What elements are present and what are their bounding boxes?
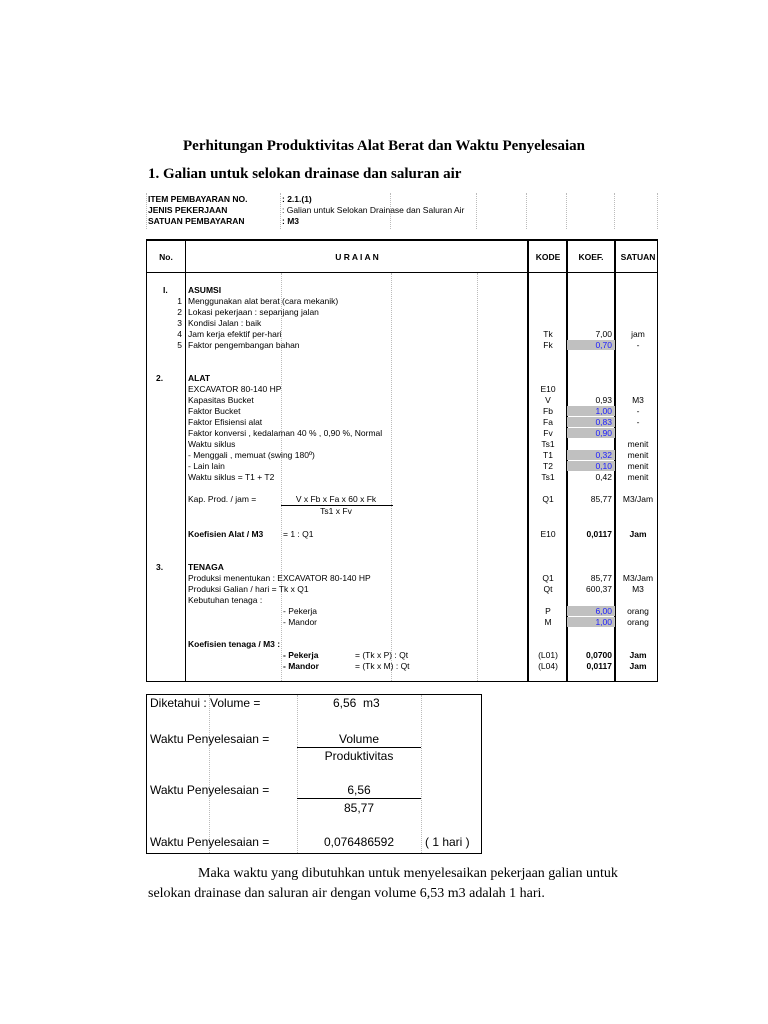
produksi2-koef: 600,37 [586, 584, 612, 594]
main-table [146, 239, 658, 682]
koef-alat-label: Koefisien Alat / M3 [188, 529, 264, 539]
alat-text2: Faktor Bucket [188, 406, 241, 416]
alat-sat5: menit [627, 439, 649, 449]
koef-mandor-koef: 0,0117 [586, 661, 612, 671]
kapprod-koef: 85,77 [590, 494, 612, 504]
alat-koef8: 0,42 [595, 472, 612, 482]
koef-pekerja-label: - Pekerja [283, 650, 319, 660]
pekerja-sat: orang [627, 606, 649, 616]
info-value-satuan: : M3 [282, 216, 299, 226]
asumsi-n4: 4 [177, 329, 182, 339]
asumsi-text3: Kondisi Jalan : baik [188, 318, 262, 328]
produksi2-kode: Qt [543, 584, 553, 594]
koef-alat-kode: E10 [540, 529, 556, 539]
mandor-kode: M [544, 617, 552, 627]
kapprod-denominator: Ts1 x Fv [320, 506, 352, 516]
asumsi-n2: 2 [177, 307, 182, 317]
produksi2-text: Produksi Galian / hari = Tk x Q1 [188, 584, 309, 594]
koef-tenaga-label: Koefisien tenaga / M3 : [188, 639, 281, 649]
calculation-box [146, 694, 482, 854]
info-table [146, 193, 658, 229]
alat-sat3: - [636, 417, 640, 427]
fraction-line-2 [297, 798, 421, 799]
alat-kode3: Fa [543, 417, 553, 427]
alat-kode2: Fb [543, 406, 553, 416]
denominator-value: 85,77 [343, 801, 375, 815]
produksi1-kode: Q1 [542, 573, 554, 583]
asumsi-koef5: 0,70 [567, 340, 615, 350]
mandor-text: - Mandor [283, 617, 318, 627]
alat-title: ALAT [188, 373, 211, 383]
produksi1-text: Produksi menentukan : EXCAVATOR 80-140 HP [188, 573, 371, 583]
mandor-koef: 1,00 [567, 617, 615, 627]
info-value-item: : 2.1.(1) [282, 194, 312, 204]
mandor-sat: orang [627, 617, 649, 627]
alat-text1: Kapasitas Bucket [188, 395, 254, 405]
alat-text6: - Menggali , memuat (swing 180º) [188, 450, 315, 460]
wp-label-2: Waktu Penyelesaian = [150, 783, 270, 797]
alat-kode6: T1 [543, 450, 553, 460]
alat-koef1: 0,93 [595, 395, 612, 405]
section-heading: 1. Galian untuk selokan drainase dan saluran air [148, 166, 462, 182]
alat-text0: EXCAVATOR 80-140 HP [188, 384, 282, 394]
kapprod-label: Kap. Prod. / jam = [188, 494, 257, 504]
koef-pekerja-koef: 0,0700 [586, 650, 612, 660]
info-label-jenis: JENIS PEKERJAAN [148, 205, 228, 215]
asumsi-n3: 3 [177, 318, 182, 328]
koef-alat-koef: 0,0117 [586, 529, 612, 539]
header-satuan: SATUAN [620, 252, 656, 262]
page-title: Perhitungan Produktivitas Alat Berat dan Waktu Penyelesaian [183, 138, 585, 154]
produksi1-koef: 85,77 [590, 573, 612, 583]
koef-alat-formula: = 1 : Q1 [283, 529, 314, 539]
alat-koef2: 1,00 [567, 406, 615, 416]
asumsi-text4: Jam kerja efektif per-hari [188, 329, 282, 339]
conclusion-paragraph: Maka waktu yang dibutuhkan untuk menyelesaikan pekerjaan galian untuk selokan drainase dan saluran air dengan volume 6,53 m3 adalah 1 hari. [148, 866, 618, 901]
alat-no: 2. [156, 373, 164, 383]
asumsi-text1: Menggunakan alat berat (cara mekanik) [188, 296, 339, 306]
pekerja-kode: P [545, 606, 551, 616]
asumsi-koef4: 7,00 [595, 329, 612, 339]
alat-sat6: menit [627, 450, 649, 460]
alat-kode1: V [545, 395, 551, 405]
koef-pekerja-kode: (L01) [538, 650, 558, 660]
produktivitas-word: Produktivitas [324, 749, 394, 763]
volume-unit: m3 [363, 696, 380, 710]
tenaga-no: 3. [156, 562, 164, 572]
asumsi-kode5: Fk [543, 340, 553, 350]
asumsi-text2: Lokasi pekerjaan : sepanjang jalan [188, 307, 319, 317]
header-kode: KODE [535, 252, 561, 262]
tenaga-title: TENAGA [188, 562, 224, 572]
alat-sat7: menit [627, 461, 649, 471]
asumsi-n1: 1 [177, 296, 182, 306]
volume-word: Volume [338, 732, 380, 746]
asumsi-title: ASUMSI [188, 285, 222, 295]
alat-koef3: 0,83 [567, 417, 615, 427]
alat-sat1: M3 [632, 395, 644, 405]
alat-kode4: Fv [543, 428, 553, 438]
alat-text7: - Lain lain [188, 461, 225, 471]
diketahui-label: Diketahui : Volume = [150, 696, 261, 710]
alat-kode7: T2 [543, 461, 553, 471]
header-koef: KOEF. [578, 252, 604, 262]
alat-koef7: 0,10 [567, 461, 615, 471]
alat-text3: Faktor Efisiensi alat [188, 417, 263, 427]
pekerja-koef: 6,00 [567, 606, 615, 616]
alat-kode5: Ts1 [541, 439, 555, 449]
koef-mandor-label: - Mandor [283, 661, 319, 671]
alat-kode8: Ts1 [541, 472, 555, 482]
fraction-line-1 [297, 747, 421, 748]
kapprod-sat: M3/Jam [622, 494, 654, 504]
info-label-item: ITEM PEMBAYARAN NO. [148, 194, 248, 204]
header-no: No. [159, 252, 173, 262]
koef-mandor-kode: (L04) [538, 661, 558, 671]
pekerja-text: - Pekerja [283, 606, 318, 616]
volume-value: 6,56 [333, 696, 357, 710]
asumsi-no: I. [163, 285, 168, 295]
wp-label-3: Waktu Penyelesaian = [150, 835, 270, 849]
alat-text4: Faktor konversi , kedalaman 40 % , 0,90 %, Normal [188, 428, 383, 438]
alat-text8: Waktu siklus = T1 + T2 [188, 472, 275, 482]
alat-kode0: E10 [540, 384, 556, 394]
header-uraian: U R A I A N [335, 252, 379, 262]
wp-label-1: Waktu Penyelesaian = [150, 732, 270, 746]
result-value: 0,076486592 [323, 835, 395, 849]
produksi2-sat: M3 [632, 584, 644, 594]
asumsi-sat5: - [636, 340, 640, 350]
koef-mandor-formula: = (Tk x M) : Qt [355, 661, 410, 671]
koef-pekerja-formula: = (Tk x P) : Qt [355, 650, 409, 660]
asumsi-n5: 5 [177, 340, 182, 350]
koef-mandor-sat: Jam [629, 661, 647, 671]
kapprod-numerator: V x Fb x Fa x 60 x Fk [295, 494, 377, 504]
result-note: ( 1 hari ) [425, 835, 470, 849]
info-label-satuan: SATUAN PEMBAYARAN [148, 216, 245, 226]
produksi1-sat: M3/Jam [622, 573, 654, 583]
asumsi-text5: Faktor pengembangan bahan [188, 340, 300, 350]
alat-koef6: 0,32 [567, 450, 615, 460]
kebutuhan-label: Kebutuhan tenaga : [188, 595, 263, 605]
alat-sat8: menit [627, 472, 649, 482]
numerator-value: 6,56 [347, 783, 371, 797]
alat-koef4: 0,90 [567, 428, 615, 438]
koef-alat-sat: Jam [629, 529, 647, 539]
alat-text5: Waktu siklus [188, 439, 236, 449]
kapprod-kode: Q1 [542, 494, 554, 504]
asumsi-sat4: jam [631, 329, 645, 339]
asumsi-kode4: Tk [543, 329, 553, 339]
koef-pekerja-sat: Jam [629, 650, 647, 660]
alat-sat2: - [636, 406, 640, 416]
info-value-jenis: : Galian untuk Selokan Drainase dan Saluran Air [282, 205, 465, 215]
